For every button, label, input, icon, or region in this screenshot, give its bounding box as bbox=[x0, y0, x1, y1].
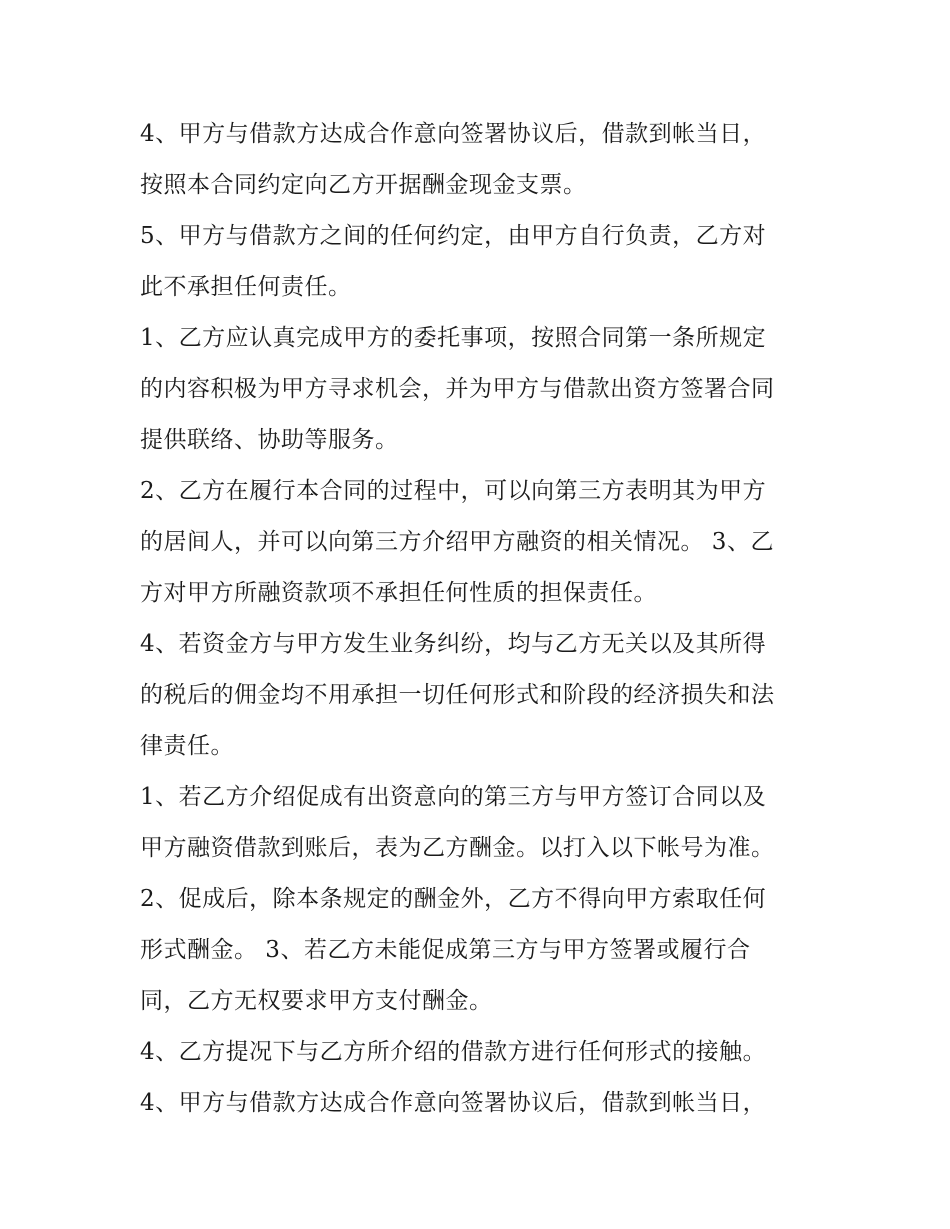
text-line: 2、乙方在履行本合同的过程中，可以向第三方表明其为甲方 bbox=[140, 478, 767, 504]
text-line: 1、若乙方介绍促成有出资意向的第三方与甲方签订合同以及 bbox=[140, 784, 767, 810]
text-line: 的税后的佣金均不用承担一切任何形式和阶段的经济损失和法 bbox=[140, 682, 775, 708]
text-line: 此不承担任何责任。 bbox=[140, 274, 352, 300]
text-line: 4、甲方与借款方达成合作意向签署协议后，借款到帐当日， bbox=[140, 1090, 767, 1116]
text-line: 4、若资金方与甲方发生业务纠纷，均与乙方无关以及其所得 bbox=[140, 631, 767, 657]
text-line: 提供联络、协助等服务。 bbox=[140, 427, 399, 453]
text-line: 按照本合同约定向乙方开据酬金现金支票。 bbox=[140, 172, 587, 198]
text-line: 1、乙方应认真完成甲方的委托事项，按照合同第一条所规定 bbox=[140, 325, 767, 351]
text-line: 4、乙方提况下与乙方所介绍的借款方进行任何形式的接触。 bbox=[140, 1039, 767, 1065]
text-line: 形式酬金。 3、若乙方未能促成第三方与甲方签署或履行合 bbox=[140, 937, 751, 963]
text-line: 甲方融资借款到账后，表为乙方酬金。以打入以下帐号为准。 bbox=[140, 835, 775, 861]
text-line: 方对甲方所融资款项不承担任何性质的担保责任。 bbox=[140, 580, 657, 606]
text-line: 律责任。 bbox=[140, 733, 234, 759]
document-body bbox=[140, 109, 830, 1129]
text-line: 2、促成后，除本条规定的酬金外，乙方不得向甲方索取任何 bbox=[140, 886, 767, 912]
text-line: 同，乙方无权要求甲方支付酬金。 bbox=[140, 988, 493, 1014]
text-line: 4、甲方与借款方达成合作意向签署协议后，借款到帐当日， bbox=[140, 121, 767, 147]
text-line: 5、甲方与借款方之间的任何约定，由甲方自行负责，乙方对 bbox=[140, 223, 767, 249]
text-line: 的居间人，并可以向第三方介绍甲方融资的相关情况。 3、乙 bbox=[140, 529, 774, 555]
text-line: 的内容积极为甲方寻求机会，并为甲方与借款出资方签署合同 bbox=[140, 376, 775, 402]
